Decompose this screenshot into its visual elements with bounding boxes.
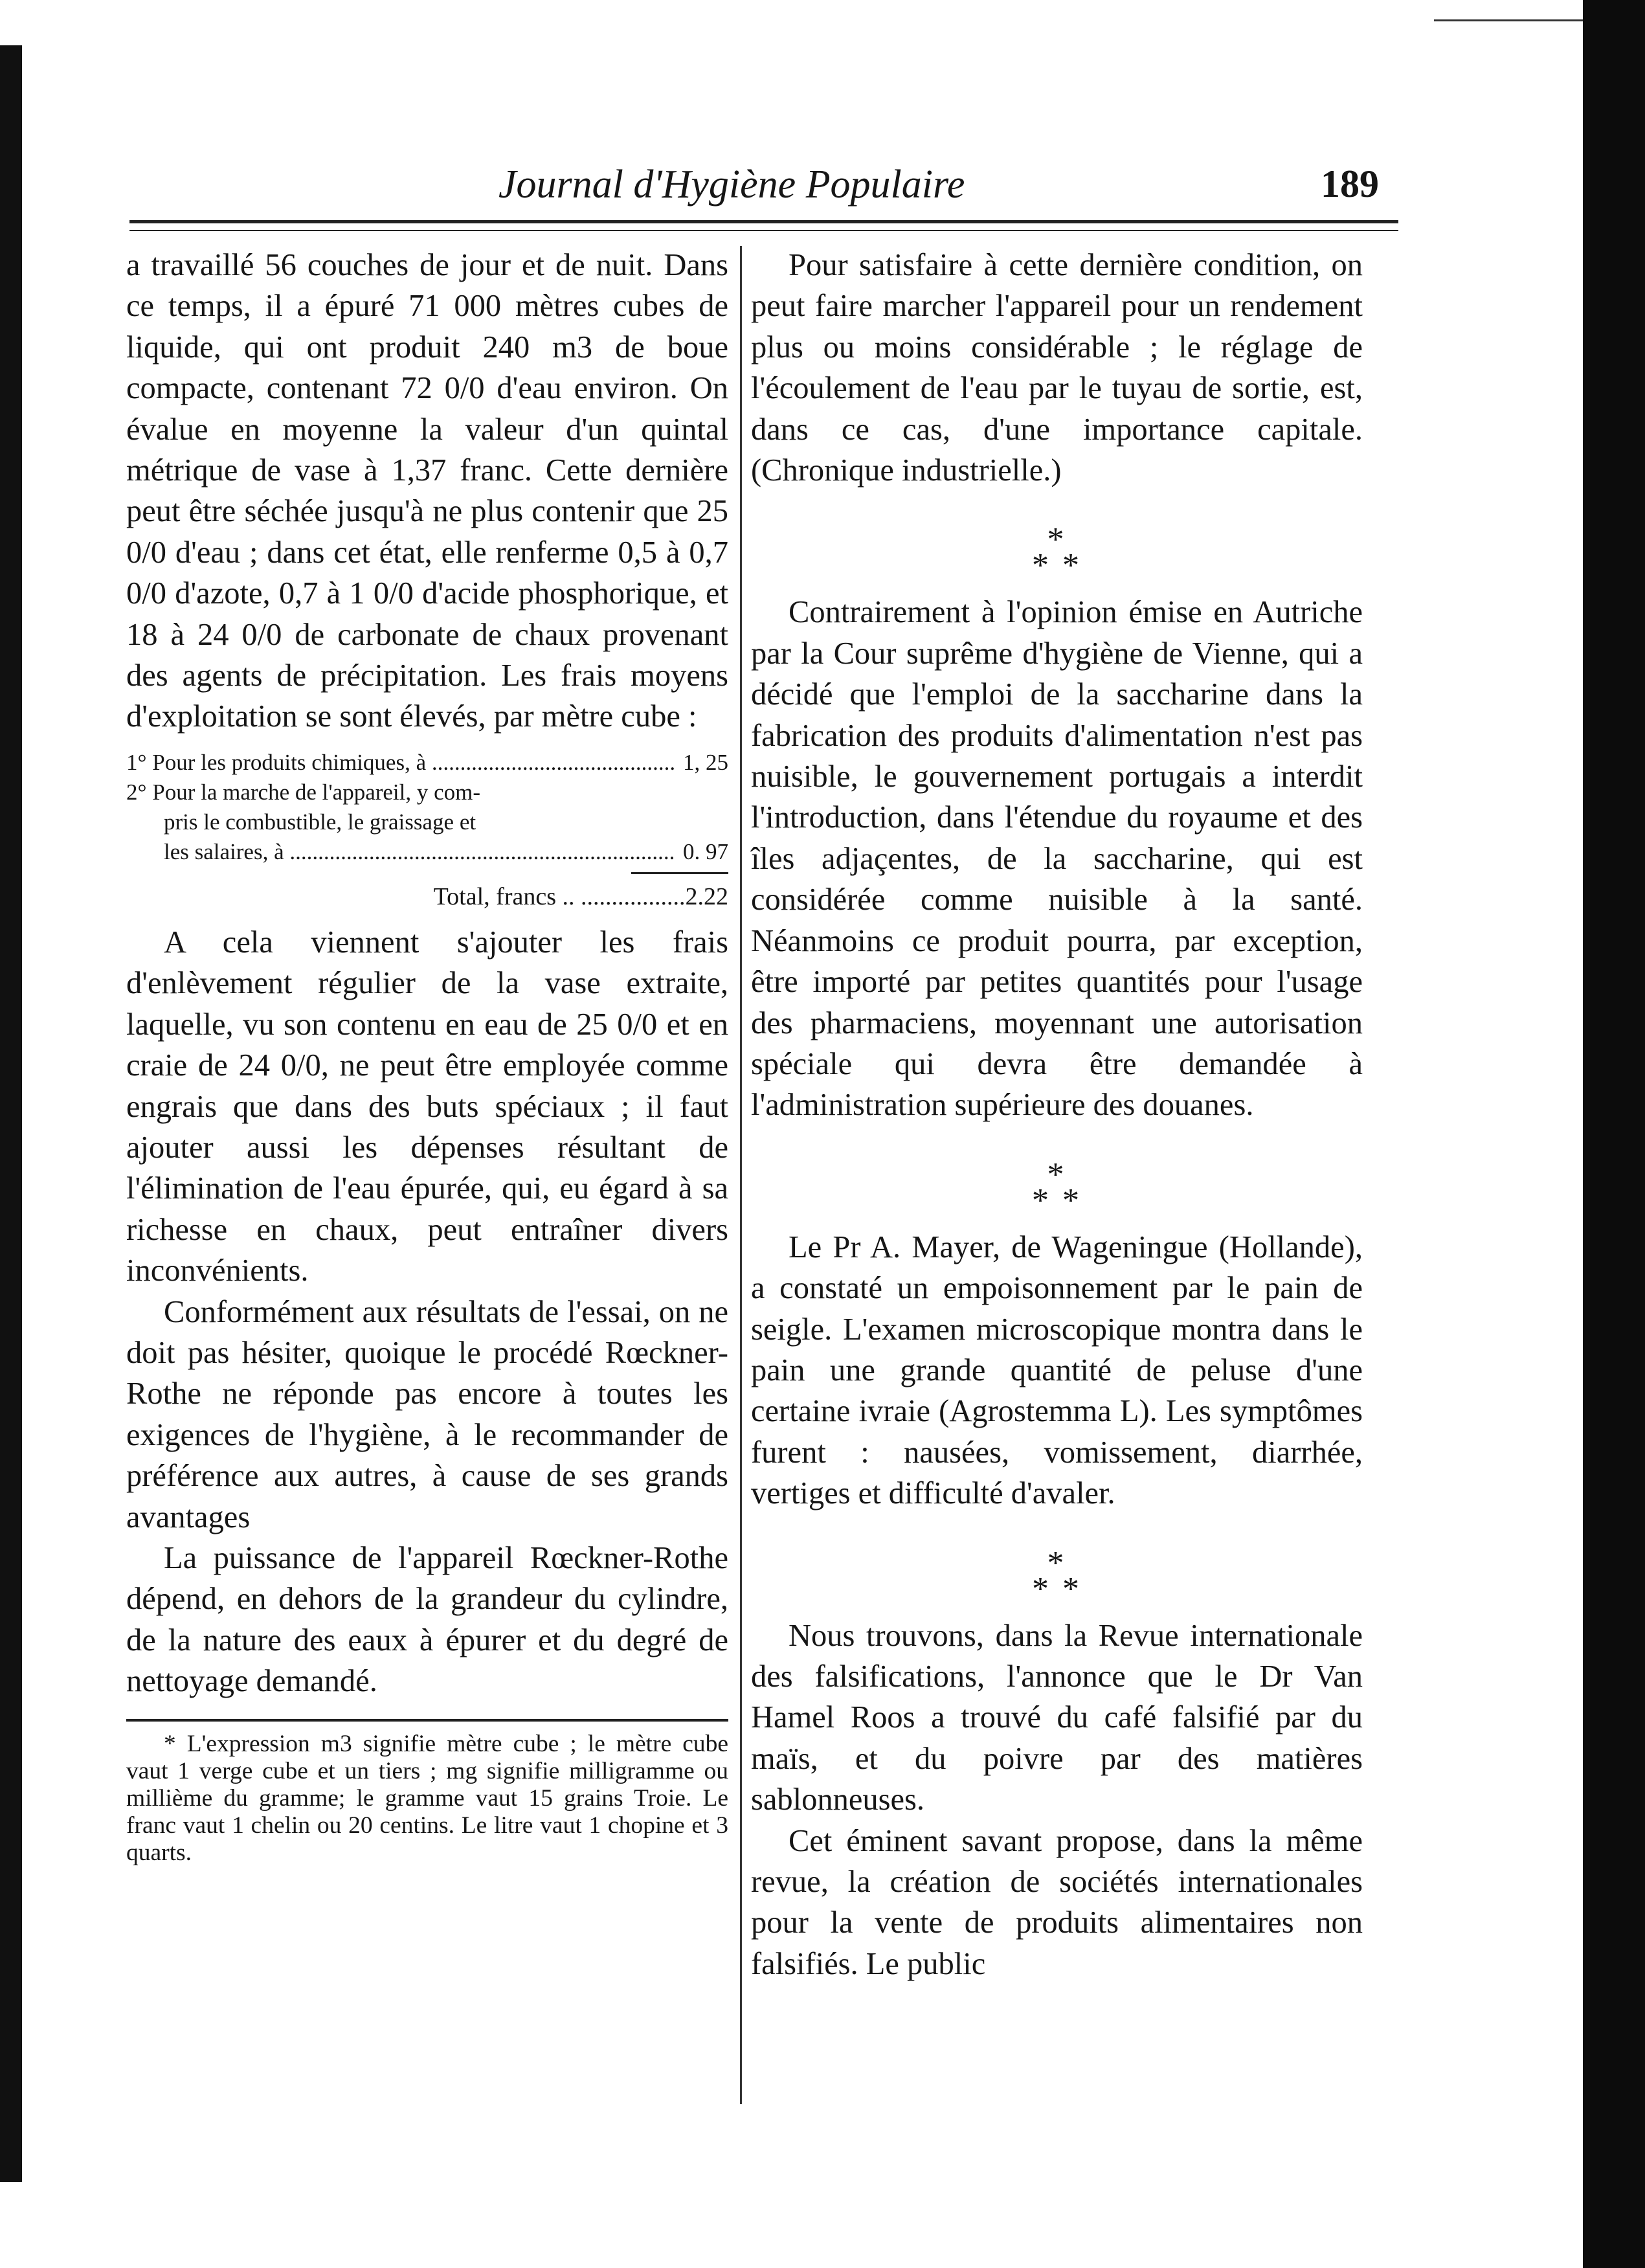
cost-label: 1° Pour les produits chimiques, à ..... xyxy=(126,748,674,778)
paragraph: A cela viennent s'ajouter les frais d'enlèvement régulier de la vase extraite, laquelle, vu son contenu en eau de 25 0/0 et en craie de 24 0/0, ne peut être employée comme engrais que dans des buts spéciaux ; il faut ajouter aussi les dépenses résultant de l'élimination de l'eau épurée, qui, eu égard à sa richesse en chaux, peut entraîner divers inconvénients. xyxy=(126,925,728,1288)
separator-star: * xyxy=(1047,1544,1067,1582)
section-separator xyxy=(751,1544,1363,1608)
paragraph: Nous trouvons, dans la Revue internationale des falsifications, l'annonce que le Dr Van Hamel Roos a trouvé du café falsifié par du maïs, et du poivre par des matières sablonneuses. xyxy=(751,1618,1363,1817)
cost-row-multiline xyxy=(126,778,728,867)
section-separator xyxy=(751,521,1363,585)
cost-value: 0. 97 xyxy=(683,838,728,864)
paragraph: Contrairement à l'opinion émise en Autriche par la Cour suprême d'hygiène de Vienne, qui a décidé que l'emploi de la saccharine dans la fabrication des produits d'alimentation n'est pas nuisible, le gouvernement portugais a interdit l'introduction, dans l'étendue du royaume et des îles adjaçentes, de la saccharine, qui est considérée comme nuisible à la santé. Néanmoins ce produit pourra, par exception, être importé par petites quantités pour l'usage des pharmaciens, moyennant une autorisation spéciale qui devra être demandée à l'administration supérieure des douanes. xyxy=(751,595,1363,1123)
left-column xyxy=(126,245,728,1867)
paragraph: Cet éminent savant propose, dans la même revue, la création de sociétés internationales pour la vente de produits alimentaires non falsifiés. Le public xyxy=(751,1823,1363,1981)
page-number: 189 xyxy=(1321,163,1379,205)
paragraph: Conformément aux résultats de l'essai, on ne doit pas hésiter, quoique le procédé Rœckner-Rothe ne réponde pas encore à toutes les exigences de l'hygiène, à le recommander de préférence aux autres, à cause de ses grands avantages xyxy=(126,1294,728,1534)
separator-stars: * * xyxy=(1032,1182,1082,1219)
paragraph: La puissance de l'appareil Rœckner-Rothe dépend, en dehors de la grandeur du cylindre, de la nature des eaux à épurer et du degré de nettoyage demandé. xyxy=(126,1540,728,1699)
cost-label: les salaires, à ..... xyxy=(164,837,674,867)
header-rule xyxy=(129,220,1398,231)
section-separator xyxy=(751,1156,1363,1219)
right-column xyxy=(751,245,1363,1984)
paragraph: a travaillé 56 couches de jour et de nuit. Dans ce temps, il a épuré 71 000 mètres cubes de liquide, qui ont produit 240 m3 de boue compacte, contenant 72 0/0 d'eau environ. On évalue en moyenne la valeur d'un quintal métrique de vase à 1,37 franc. Cette dernière peut être séchée jusqu'à ne plus contenir que 25 0/0 d'eau ; dans cet état, elle renferme 0,5 à 0,7 0/0 d'azote, 0,7 à 1 0/0 d'acide phosphorique, et 18 à 24 0/0 de carbonate de chaux provenant des agents de précipitation. Les frais moyens d'exploitation se sont élevés, par mètre cube : xyxy=(126,248,728,734)
footnote: * L'expression m3 signifie mètre cube ; le mètre cube vaut 1 verge cube et un tiers ; mg signifie milligramme ou millième du gramme; le gramme vaut 15 grains Troie. Le franc vaut 1 chelin ou 20 centins. Le litre vaut 1 chopine et 3 quarts. xyxy=(126,1730,728,1866)
separator-stars: * * xyxy=(1032,1570,1082,1608)
scan-top-mark xyxy=(1434,0,1583,21)
scan-right-edge xyxy=(1583,0,1645,2268)
scan-left-edge xyxy=(0,45,22,2182)
cost-value: 1, 25 xyxy=(683,749,728,775)
separator-star: * xyxy=(1047,521,1067,559)
footnote-rule xyxy=(126,1719,728,1722)
separator-star: * xyxy=(1047,1156,1067,1193)
sum-rule xyxy=(631,872,728,874)
cost-table xyxy=(126,748,728,874)
page-header xyxy=(123,162,1379,207)
cost-row xyxy=(126,748,728,778)
cost-total: Total, francs .. .................2.22 xyxy=(433,882,728,910)
paragraph: Le Pr A. Mayer, de Wageningue (Hollande), a constaté un empoisonnement par le pain de seigle. L'examen microscopique montra dans le pain une grande quantité de peluse d'une certaine ivraie (Agrostemma L). Les symptômes furent : nausées, vomissement, diarrhée, vertiges et difficulté d'avaler. xyxy=(751,1229,1363,1511)
cost-label-line: 2° Pour la marche de l'appareil, y com- xyxy=(126,779,481,805)
paragraph: Pour satisfaire à cette dernière condition, on peut faire marcher l'appareil pour un rendement plus ou moins considérable ; le réglage de l'écoulement de l'eau par le tuyau de sortie, est, dans ce cas, d'une importance capitale. (Chronique industrielle.) xyxy=(751,248,1363,488)
cost-row xyxy=(126,837,728,867)
column-divider xyxy=(740,246,742,2104)
cost-label-line: pris le combustible, le graissage et xyxy=(164,809,476,835)
separator-stars: * * xyxy=(1032,547,1082,585)
running-title: Journal d'Hygiène Populaire xyxy=(498,163,965,207)
